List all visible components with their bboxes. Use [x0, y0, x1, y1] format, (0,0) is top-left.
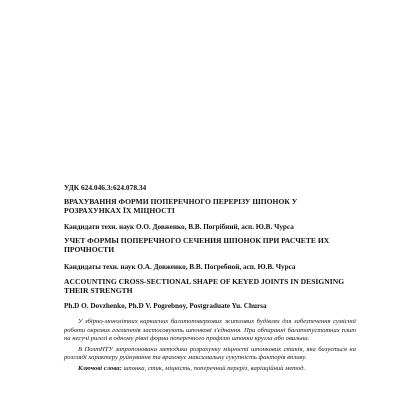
authors-russian: Кандидаты техн. наук О.А. Довженко, В.В. Погребной, асп. Ю.В. Чурса — [64, 263, 296, 271]
authors-ukrainian: Кандидати техн. наук О.О. Довженко, В.В. Погрібний, асп. Ю.В. Чурса — [64, 223, 294, 231]
keywords-label: Ключові слова: — [78, 364, 122, 372]
udc-code: УДК 624.046.3:624.078.34 — [64, 183, 147, 192]
title-ukrainian: ВРАХУВАННЯ ФОРМИ ПОПЕРЕЧНОГО ПЕРЕРІЗУ ШПОНОК У РОЗРАХУНКАХ ЇХ МІЦНОСТІ — [64, 197, 298, 216]
abstract — [64, 318, 356, 374]
keywords-line — [64, 365, 356, 374]
abstract-paragraph-1: У збірно-монолітних каркасних багатоповерхових житлових будівлях для забезпечення сумісної роботи окремих елементів застосовують шпонкові з'єднання. При обпиранні багатопустотних плит на несучі ригелі в одному рівні форма поперечного профілю шпонки кругла або овальна. — [64, 318, 356, 343]
abstract-paragraph-2: В ПолтНТУ запропонована методика розрахунку міцності шпонкових стиків, яка базується на розгляді характеру руйнування та враховує максимальну сукупність факторів впливу. — [64, 345, 356, 362]
title-russian: УЧЕТ ФОРМЫ ПОПЕРЕЧНОГО СЕЧЕНИЯ ШПОНОК ПРИ РАСЧЕТЕ ИХ ПРОЧНОСТИ — [64, 236, 330, 255]
title-english: ACCOUNTING CROSS-SECTIONAL SHAPE OF KEYED JOINTS IN DESIGNING THEIR STRENGTH — [64, 277, 345, 296]
authors-english: Ph.D O. Dovzhenko, Ph.D V. Pogrebnoy, Postgraduate Yu. Chursa — [64, 302, 267, 310]
keywords-text: шпонка, стик, міцність, поперечний переріз, варіаційний метод. — [123, 364, 306, 372]
